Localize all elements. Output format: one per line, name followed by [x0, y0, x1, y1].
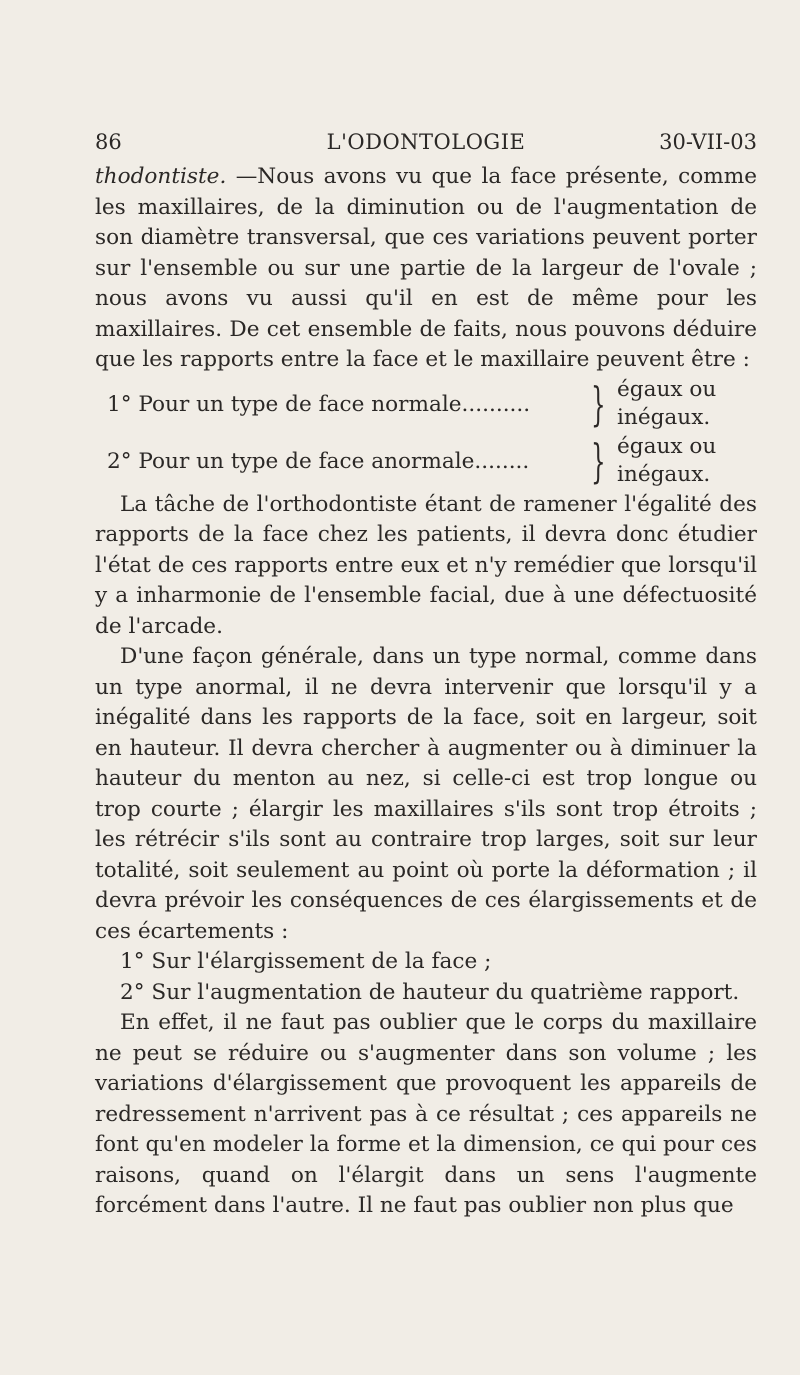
- paragraph-1-text: —Nous avons vu que la face présente, comme les maxillaires, de la diminution ou de l'augmentation de son diamètre transversal, que ces variations peuvent porter sur l'ensemble ou sur une partie de la largeur de l'ovale ; nous avons vu aussi qu'il en est de même pour les maxillaires. De cet ensemble de faits, nous pouvons déduire que les rapports entre la face et le maxillaire peuvent être :: [95, 164, 757, 372]
- running-header: [95, 127, 757, 157]
- case-abnormal-label: 2° Pour un type de face anormale........: [107, 448, 530, 474]
- list-item-2: 2° Sur l'augmentation de hauteur du quatrième rapport.: [120, 979, 740, 1005]
- issue-date: 30-VII-03: [659, 130, 757, 154]
- paragraph-2: La tâche de l'orthodontiste étant de ramener l'égalité des rapports de la face chez les patients, il devra donc étudier l'état de ces rapports entre eux et n'y remédier que lorsqu'il y a inharmonie de l'ensemble facial, due à une défectuosité de l'arcade.: [95, 491, 757, 639]
- journal-title: L'ODONTOLOGIE: [326, 130, 526, 154]
- brace-glyph: }: [591, 433, 606, 488]
- case-abnormal-option-1: égaux ou: [617, 433, 717, 459]
- list-item-1: 1° Sur l'élargissement de la face ;: [120, 949, 492, 974]
- case-abnormal: [95, 433, 757, 490]
- case-abnormal-option-2: inégaux.: [617, 461, 711, 487]
- case-normal-option-1: égaux ou: [617, 376, 717, 402]
- page-number: 86: [95, 130, 122, 154]
- paragraph-1: [95, 162, 757, 376]
- paragraph-3: D'une façon générale, dans un type normal, comme dans un type anormal, il ne devra intervenir que lorsqu'il y a inégalité dans les rapports de la face, soit en largeur, soit en hauteur. Il devra chercher à augmenter ou à diminuer la hauteur du menton au nez, si celle-ci est trop longue ou trop courte ; élargir les maxillaires s'ils sont trop étroits ; les rétrécir s'ils sont au contraire trop larges, soit sur leur totalité, soit seulement au point où porte la déformation ; il devra prévoir les conséquences de ces élargissements et de ces écartements :: [95, 644, 757, 944]
- case-normal-option-2: inégaux.: [617, 404, 711, 430]
- body-text: [95, 162, 757, 1222]
- case-normal: [95, 376, 757, 433]
- paragraph-1-lead: thodontiste.: [95, 164, 227, 189]
- brace-glyph: }: [591, 376, 606, 431]
- case-normal-label: 1° Pour un type de face normale..........: [107, 391, 531, 417]
- paragraph-4: En effet, il ne faut pas oublier que le corps du maxillaire ne peut se réduire ou s'augmenter dans son volume ; les variations d'élargissement que provoquent les appareils de redressement n'arrivent pas à ce résultat ; ces appareils ne font qu'en modeler la forme et la dimension, ce qui pour ces raisons, quand on l'élargit dans un sens l'augmente forcément dans l'autre. Il ne faut pas oublier non plus que: [95, 1010, 757, 1218]
